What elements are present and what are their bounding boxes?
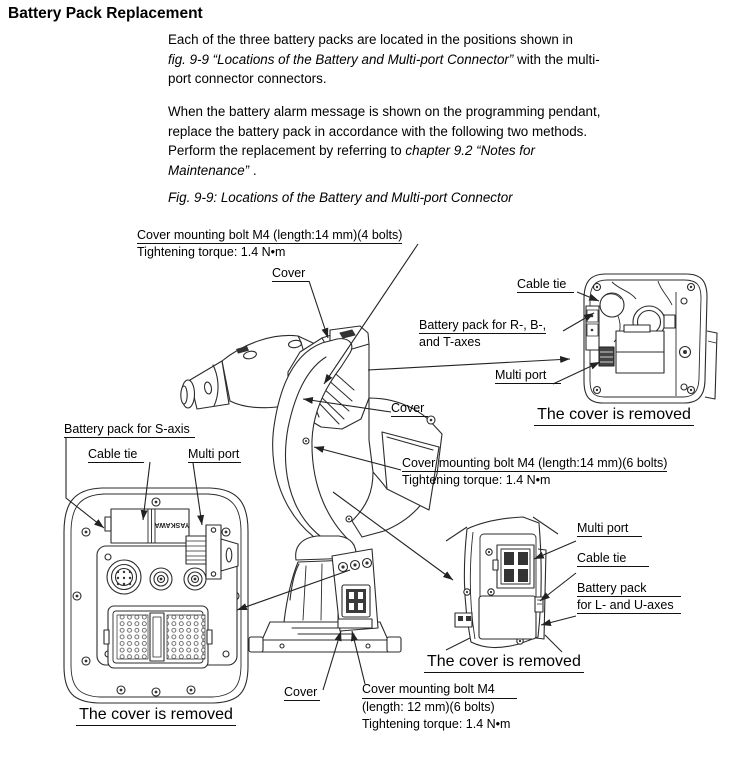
panel-rbt-axes xyxy=(584,274,717,403)
label-cable-tie-rbt: Cable tie xyxy=(517,276,574,293)
label-cable-tie-s: Cable tie xyxy=(88,446,144,463)
label-battery-s-axis: Battery pack for S-axis xyxy=(64,421,195,438)
label-cover-bolt-4: Cover mounting bolt M4 (length:14 mm)(4 bolts) Tightening torque: 1.4 N•m xyxy=(137,228,403,259)
s-axis-battery-pack xyxy=(105,509,189,543)
leader-cover-top xyxy=(309,281,328,338)
label-cover-mid: Cover xyxy=(391,400,428,417)
p2-line1: When the battery alarm message is shown on the programming pendant, xyxy=(168,104,601,119)
p2-line2: replace the battery pack in accordance with the following two methods. xyxy=(168,123,588,139)
base-terminal-block xyxy=(104,606,212,668)
paragraph-2 xyxy=(168,102,734,180)
p1-line2: fig. 9-9 “Locations of the Battery and Multi-port Connector” with the multi- xyxy=(168,51,600,67)
label-cover-top: Cover xyxy=(272,265,309,282)
figure-caption: Fig. 9-9: Locations of the Battery and Multi-port Connector xyxy=(168,190,513,205)
label-cable-tie-lu: Cable tie xyxy=(577,550,649,567)
rbt-multi-port-connector xyxy=(599,347,614,366)
p2-line4: Maintenance” . xyxy=(168,162,257,178)
yaskawa-logo-text: YASKAWA xyxy=(154,521,190,528)
page-title: Battery Pack Replacement xyxy=(8,5,203,22)
robot-base-connector-box xyxy=(332,549,378,631)
lu-multi-port-connector xyxy=(493,545,534,588)
label-multi-port-rbt: Multi port xyxy=(495,367,561,384)
caption-cover-removed-bottom-right: The cover is removed xyxy=(424,653,584,673)
label-battery-rbt: Battery pack for R-, B-, and T-axes xyxy=(419,318,547,349)
robot-base xyxy=(249,536,401,652)
leader-bolt-top xyxy=(324,244,418,384)
label-multi-port-lu: Multi port xyxy=(577,520,642,537)
caption-cover-removed-top: The cover is removed xyxy=(518,406,710,426)
label-multi-port-s: Multi port xyxy=(188,447,240,461)
panel-s-axis-base xyxy=(64,488,248,703)
p1-line1: Each of the three battery packs are located in the positions shown in xyxy=(168,32,573,47)
p1-line3: port connector connectors. xyxy=(168,71,327,86)
p2-line3: Perform the replacement by referring to chapter 9.2 “Notes for xyxy=(168,143,535,158)
paragraph-1 xyxy=(168,30,734,89)
caption-cover-removed-left: The cover is removed xyxy=(58,706,254,726)
label-cover-bolt-12mm: Cover mounting bolt M4 (length: 12 mm)(6 bolts) Tightening torque: 1.4 N•m xyxy=(362,681,517,733)
label-battery-lu: Battery pack for L- and U-axes xyxy=(577,580,681,614)
leader-battery-lu xyxy=(541,616,576,625)
panel-lu-axes xyxy=(446,517,562,652)
label-cover-bottom: Cover xyxy=(284,684,320,701)
label-cover-bolt-6: Cover mounting bolt M4 (length:14 mm)(6 bolts) Tightening torque: 1.4 N•m xyxy=(402,456,668,487)
